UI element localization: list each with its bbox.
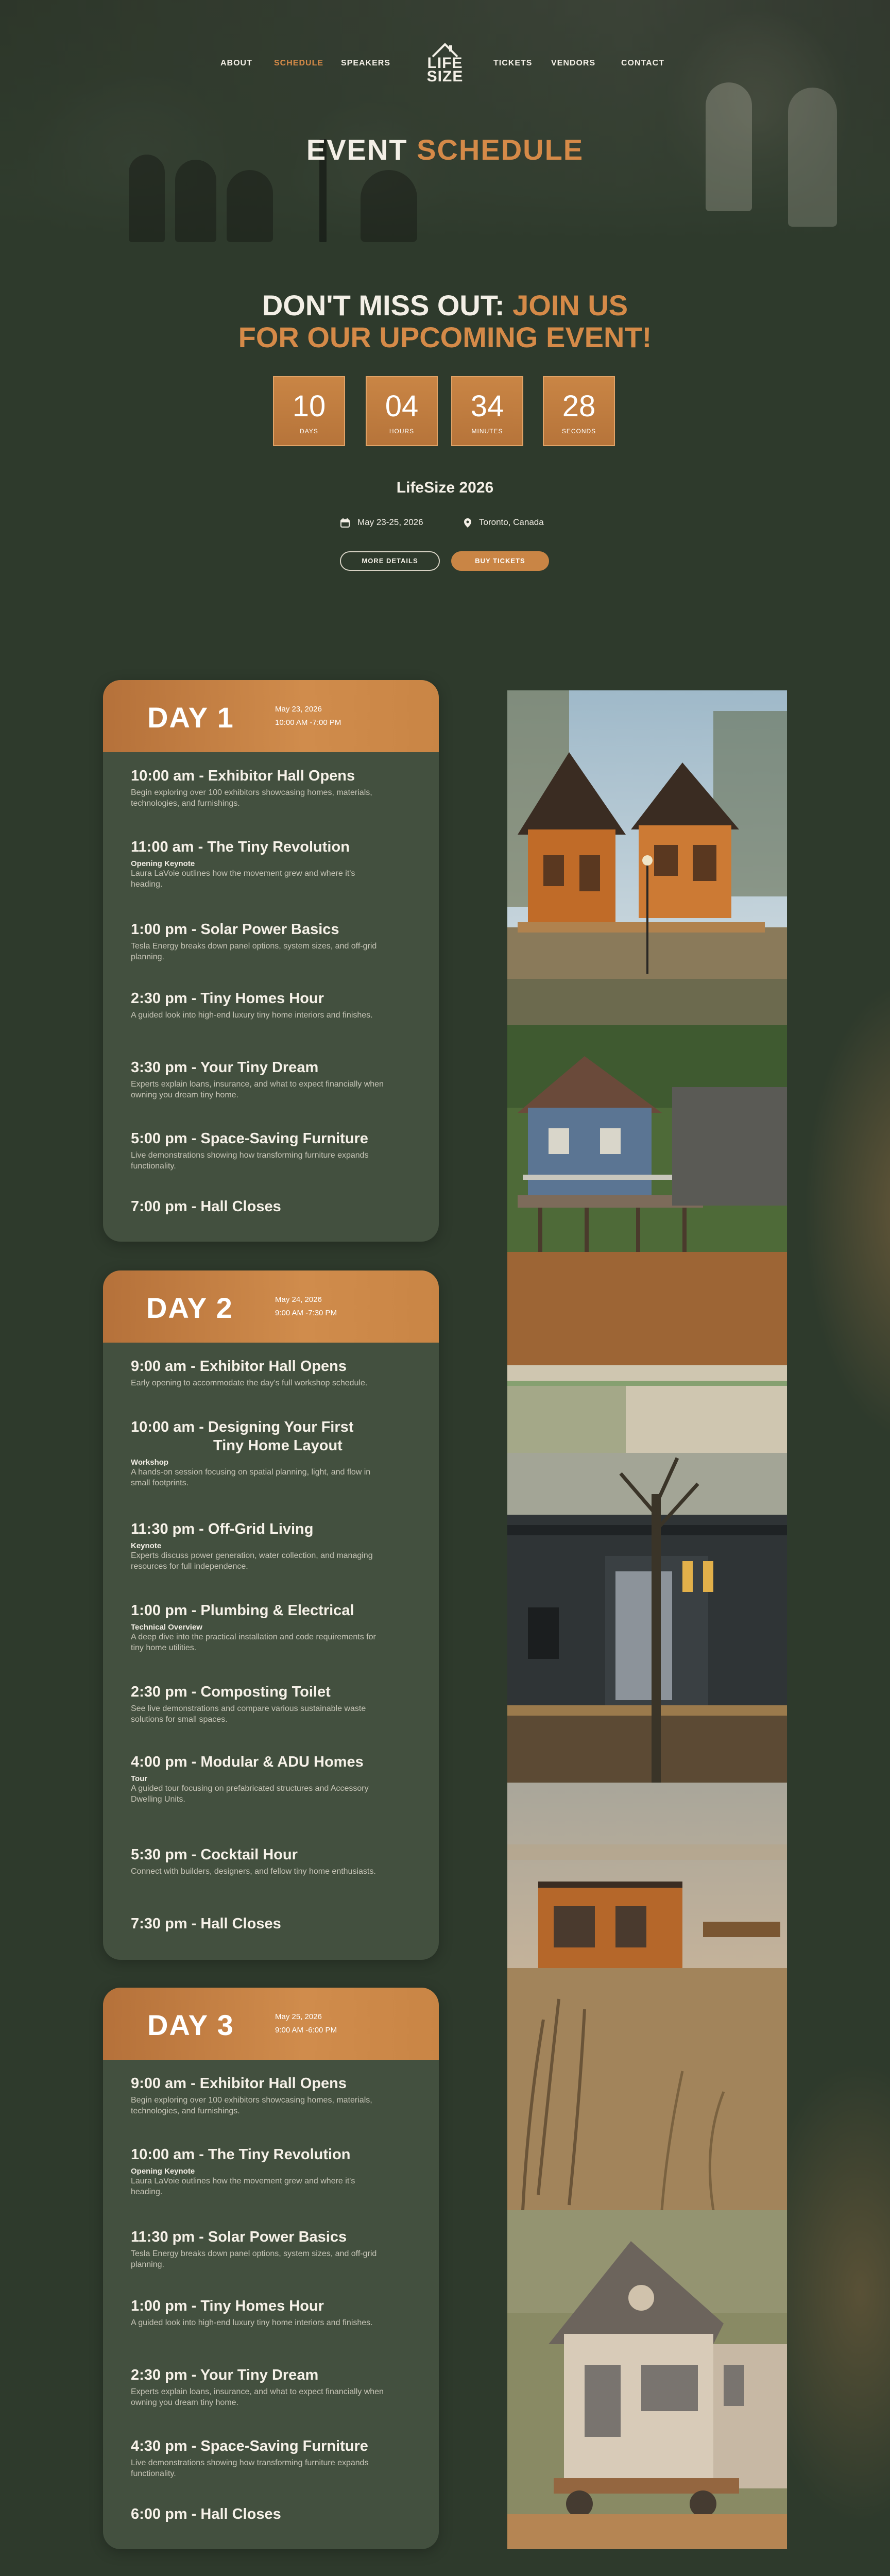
schedule-slot — [131, 2074, 419, 2116]
schedule-slot — [131, 2145, 419, 2197]
schedule-slot — [131, 1520, 419, 1572]
countdown-seconds-label: SECONDS — [561, 428, 596, 435]
nav-schedule[interactable]: SCHEDULE — [274, 59, 324, 67]
countdown-hours — [366, 376, 438, 446]
schedule-slot — [131, 1683, 419, 1725]
trailer-house-field-photo — [507, 1783, 787, 2210]
hero-audience-silhouette — [227, 170, 273, 242]
nav-contact[interactable]: CONTACT — [621, 59, 665, 67]
schedule-slot — [131, 1418, 419, 1488]
slot-time-title: 2:30 pm - Tiny Homes Hour — [131, 990, 324, 1007]
page-title-white: EVENT — [306, 133, 417, 166]
day-1-title: DAY 1 — [147, 701, 234, 734]
schedule-slot — [131, 1845, 419, 1877]
white-cottage-photo — [507, 2210, 787, 2549]
slot-time-title: 2:30 pm - Composting Toilet — [131, 1684, 331, 1700]
countdown-days-value: 10 — [292, 389, 326, 423]
decorative-glow — [803, 979, 890, 1443]
nav-tickets[interactable]: TICKETS — [493, 59, 533, 67]
logo-text-top: LIFE — [427, 55, 463, 72]
countdown-minutes — [451, 376, 523, 446]
slot-description: Begin exploring over 100 exhibitors showcasing homes, materials, technologies, and furnishings. — [131, 788, 372, 808]
schedule-slot — [131, 989, 419, 1021]
event-name: LifeSize 2026 — [396, 479, 494, 496]
nav-vendors[interactable]: VENDORS — [551, 59, 596, 67]
slot-time-title: 4:30 pm - Space-Saving Furniture — [131, 2438, 368, 2454]
day-1-date: May 23, 2026 — [275, 705, 322, 714]
nav-speakers[interactable]: SPEAKERS — [341, 59, 391, 67]
slot-time-title: 3:30 pm - Your Tiny Dream — [131, 1059, 319, 1076]
slot-description: Tesla Energy breaks down panel options, system sizes, and off-grid planning. — [131, 942, 377, 961]
slot-description: Experts explain loans, insurance, and what to expect financially when owning you dream tiny home. — [131, 1080, 384, 1099]
more-details-button[interactable]: MORE DETAILS — [340, 551, 440, 571]
slot-description: A guided look into high-end luxury tiny home interiors and finishes. — [131, 2318, 373, 2327]
slot-description: A hands-on session focusing on spatial planning, light, and flow in small footprints. — [131, 1468, 371, 1487]
slot-tag: Tour — [131, 1774, 148, 1783]
countdown-hours-value: 04 — [385, 389, 419, 423]
day-2-title: DAY 2 — [146, 1292, 233, 1324]
countdown-seconds-value: 28 — [562, 389, 596, 423]
schedule-slot — [131, 2366, 419, 2408]
buy-tickets-button[interactable]: BUY TICKETS — [451, 551, 549, 571]
slot-time-title: 1:00 pm - Tiny Homes Hour — [131, 2298, 324, 2314]
event-location — [464, 517, 544, 528]
slot-tag: Keynote — [131, 1541, 162, 1550]
slot-description: Laura LaVoie outlines how the movement grew and where it's heading. — [131, 869, 355, 889]
slot-tag: Opening Keynote — [131, 859, 195, 868]
schedule-slot — [131, 1129, 419, 1172]
slot-description: Begin exploring over 100 exhibitors showcasing homes, materials, technologies, and furnishings. — [131, 2096, 372, 2115]
slot-tag: Opening Keynote — [131, 2167, 195, 2176]
slot-description: A guided look into high-end luxury tiny home interiors and finishes. — [131, 1011, 373, 1020]
slot-description: See live demonstrations and compare various sustainable waste solutions for small spaces. — [131, 1704, 366, 1724]
slot-description: Laura LaVoie outlines how the movement grew and where it's heading. — [131, 2177, 355, 2196]
slot-description: A deep dive into the practical installation and code requirements for tiny home utilities. — [131, 1633, 376, 1652]
slot-description: Tesla Energy breaks down panel options, system sizes, and off-grid planning. — [131, 2249, 377, 2269]
slot-time-title: 7:30 pm - Hall Closes — [131, 1916, 281, 1932]
slot-description: A guided tour focusing on prefabricated structures and Accessory Dwelling Units. — [131, 1784, 369, 1804]
calendar-icon — [340, 518, 350, 528]
slot-time-title: 5:00 pm - Space-Saving Furniture — [131, 1130, 368, 1147]
countdown-heading — [0, 290, 890, 353]
slot-time-title: 4:00 pm - Modular & ADU Homes — [131, 1754, 364, 1770]
countdown-days — [273, 376, 345, 446]
countdown-heading-white: DON'T MISS OUT: — [262, 289, 513, 321]
slot-description: Connect with builders, designers, and fellow tiny home enthusiasts. — [131, 1867, 376, 1876]
schedule-slot — [131, 1197, 419, 1216]
day-3-hours: 9:00 AM -6:00 PM — [275, 2026, 337, 2035]
day-3-card — [103, 1988, 439, 2549]
hero-audience-silhouette — [175, 160, 216, 242]
event-dates-text: May 23-25, 2026 — [357, 517, 423, 527]
slot-time-title: 10:00 am - Exhibitor Hall Opens — [131, 768, 355, 784]
slot-time-title: 2:30 pm - Your Tiny Dream — [131, 2367, 319, 2383]
day-1-card — [103, 680, 439, 1242]
schedule-slot — [131, 767, 419, 809]
slot-tag: Technical Overview — [131, 1623, 202, 1632]
schedule-slot — [131, 1753, 419, 1805]
page-title-orange: SCHEDULE — [417, 133, 584, 166]
schedule-slot — [131, 1601, 419, 1653]
schedule-slot — [131, 1058, 419, 1100]
page-title — [0, 133, 890, 166]
slot-time-title: 5:30 pm - Cocktail Hour — [131, 1846, 298, 1863]
tiny-home-photo-column — [507, 690, 787, 2549]
slot-description: Experts explain loans, insurance, and what to expect financially when owning you dream tiny home. — [131, 2387, 384, 2407]
countdown-hours-label: HOURS — [389, 428, 415, 435]
day-2-hours: 9:00 AM -7:30 PM — [275, 1309, 337, 1317]
day-3-title: DAY 3 — [147, 2009, 234, 2041]
slot-time-title: 1:00 pm - Solar Power Basics — [131, 921, 339, 938]
event-location-text: Toronto, Canada — [479, 517, 544, 527]
day-2-date: May 24, 2026 — [275, 1295, 322, 1304]
hero-audience-silhouette — [361, 170, 417, 242]
countdown-heading-line2: FOR OUR UPCOMING EVENT! — [238, 321, 652, 353]
schedule-slot — [131, 1357, 419, 1388]
countdown-minutes-value: 34 — [470, 389, 504, 423]
day-2-card — [103, 1270, 439, 1960]
main-navigation — [0, 42, 890, 85]
logo-text-bottom: SIZE — [426, 68, 464, 85]
slot-time-title: 11:30 pm - Off-Grid Living — [131, 1521, 314, 1537]
countdown-days-label: DAYS — [300, 428, 318, 435]
slot-time-title: 11:00 am - The Tiny Revolution — [131, 839, 350, 855]
schedule-slot — [131, 1914, 419, 1933]
countdown-seconds — [543, 376, 615, 446]
countdown-heading-orange: JOIN US — [512, 289, 628, 321]
day-3-date: May 25, 2026 — [275, 2012, 322, 2021]
day-3-header — [103, 1988, 439, 2060]
schedule-slot — [131, 2228, 419, 2270]
slot-time-title: 10:00 am - The Tiny Revolution — [131, 2146, 351, 2163]
schedule-slot — [131, 838, 419, 890]
slot-time-title: 6:00 pm - Hall Closes — [131, 2506, 281, 2522]
lifesize-logo[interactable] — [412, 42, 478, 85]
modern-dark-house-photo — [507, 1453, 787, 1783]
slot-time-title-cont: Tiny Home Layout — [213, 1437, 343, 1454]
slot-time-title: 10:00 am - Designing Your First — [131, 1419, 354, 1435]
hero-audience-silhouette — [129, 155, 165, 242]
schedule-slot — [131, 2505, 419, 2523]
schedule-slot — [131, 920, 419, 962]
slot-description: Live demonstrations showing how transforming furniture expands functionality. — [131, 1151, 369, 1171]
event-dates — [340, 517, 423, 528]
hero-banner — [0, 0, 890, 242]
slot-description: Experts discuss power generation, water collection, and managing resources for full independence. — [131, 1551, 373, 1571]
slot-time-title: 11:30 pm - Solar Power Basics — [131, 2229, 347, 2245]
orange-cabins-photo — [507, 690, 787, 1025]
day-1-hours: 10:00 AM -7:00 PM — [275, 718, 341, 727]
slot-tag: Workshop — [131, 1458, 169, 1467]
stilt-house-photo — [507, 1025, 787, 1453]
schedule-slot — [131, 2297, 419, 2328]
schedule-slot — [131, 2437, 419, 2479]
slot-time-title: 9:00 am - Exhibitor Hall Opens — [131, 1358, 347, 1375]
countdown-minutes-label: MINUTES — [471, 428, 503, 435]
slot-description: Early opening to accommodate the day's full workshop schedule. — [131, 1379, 368, 1387]
slot-time-title: 9:00 am - Exhibitor Hall Opens — [131, 2075, 347, 2092]
slot-time-title: 7:00 pm - Hall Closes — [131, 1198, 281, 1215]
slot-time-title: 1:00 pm - Plumbing & Electrical — [131, 1602, 354, 1619]
nav-about[interactable]: ABOUT — [220, 59, 252, 67]
slot-description: Live demonstrations showing how transforming furniture expands functionality. — [131, 2459, 369, 2478]
day-1-header — [103, 680, 439, 752]
location-pin-icon — [464, 518, 472, 528]
day-2-header — [103, 1270, 439, 1343]
